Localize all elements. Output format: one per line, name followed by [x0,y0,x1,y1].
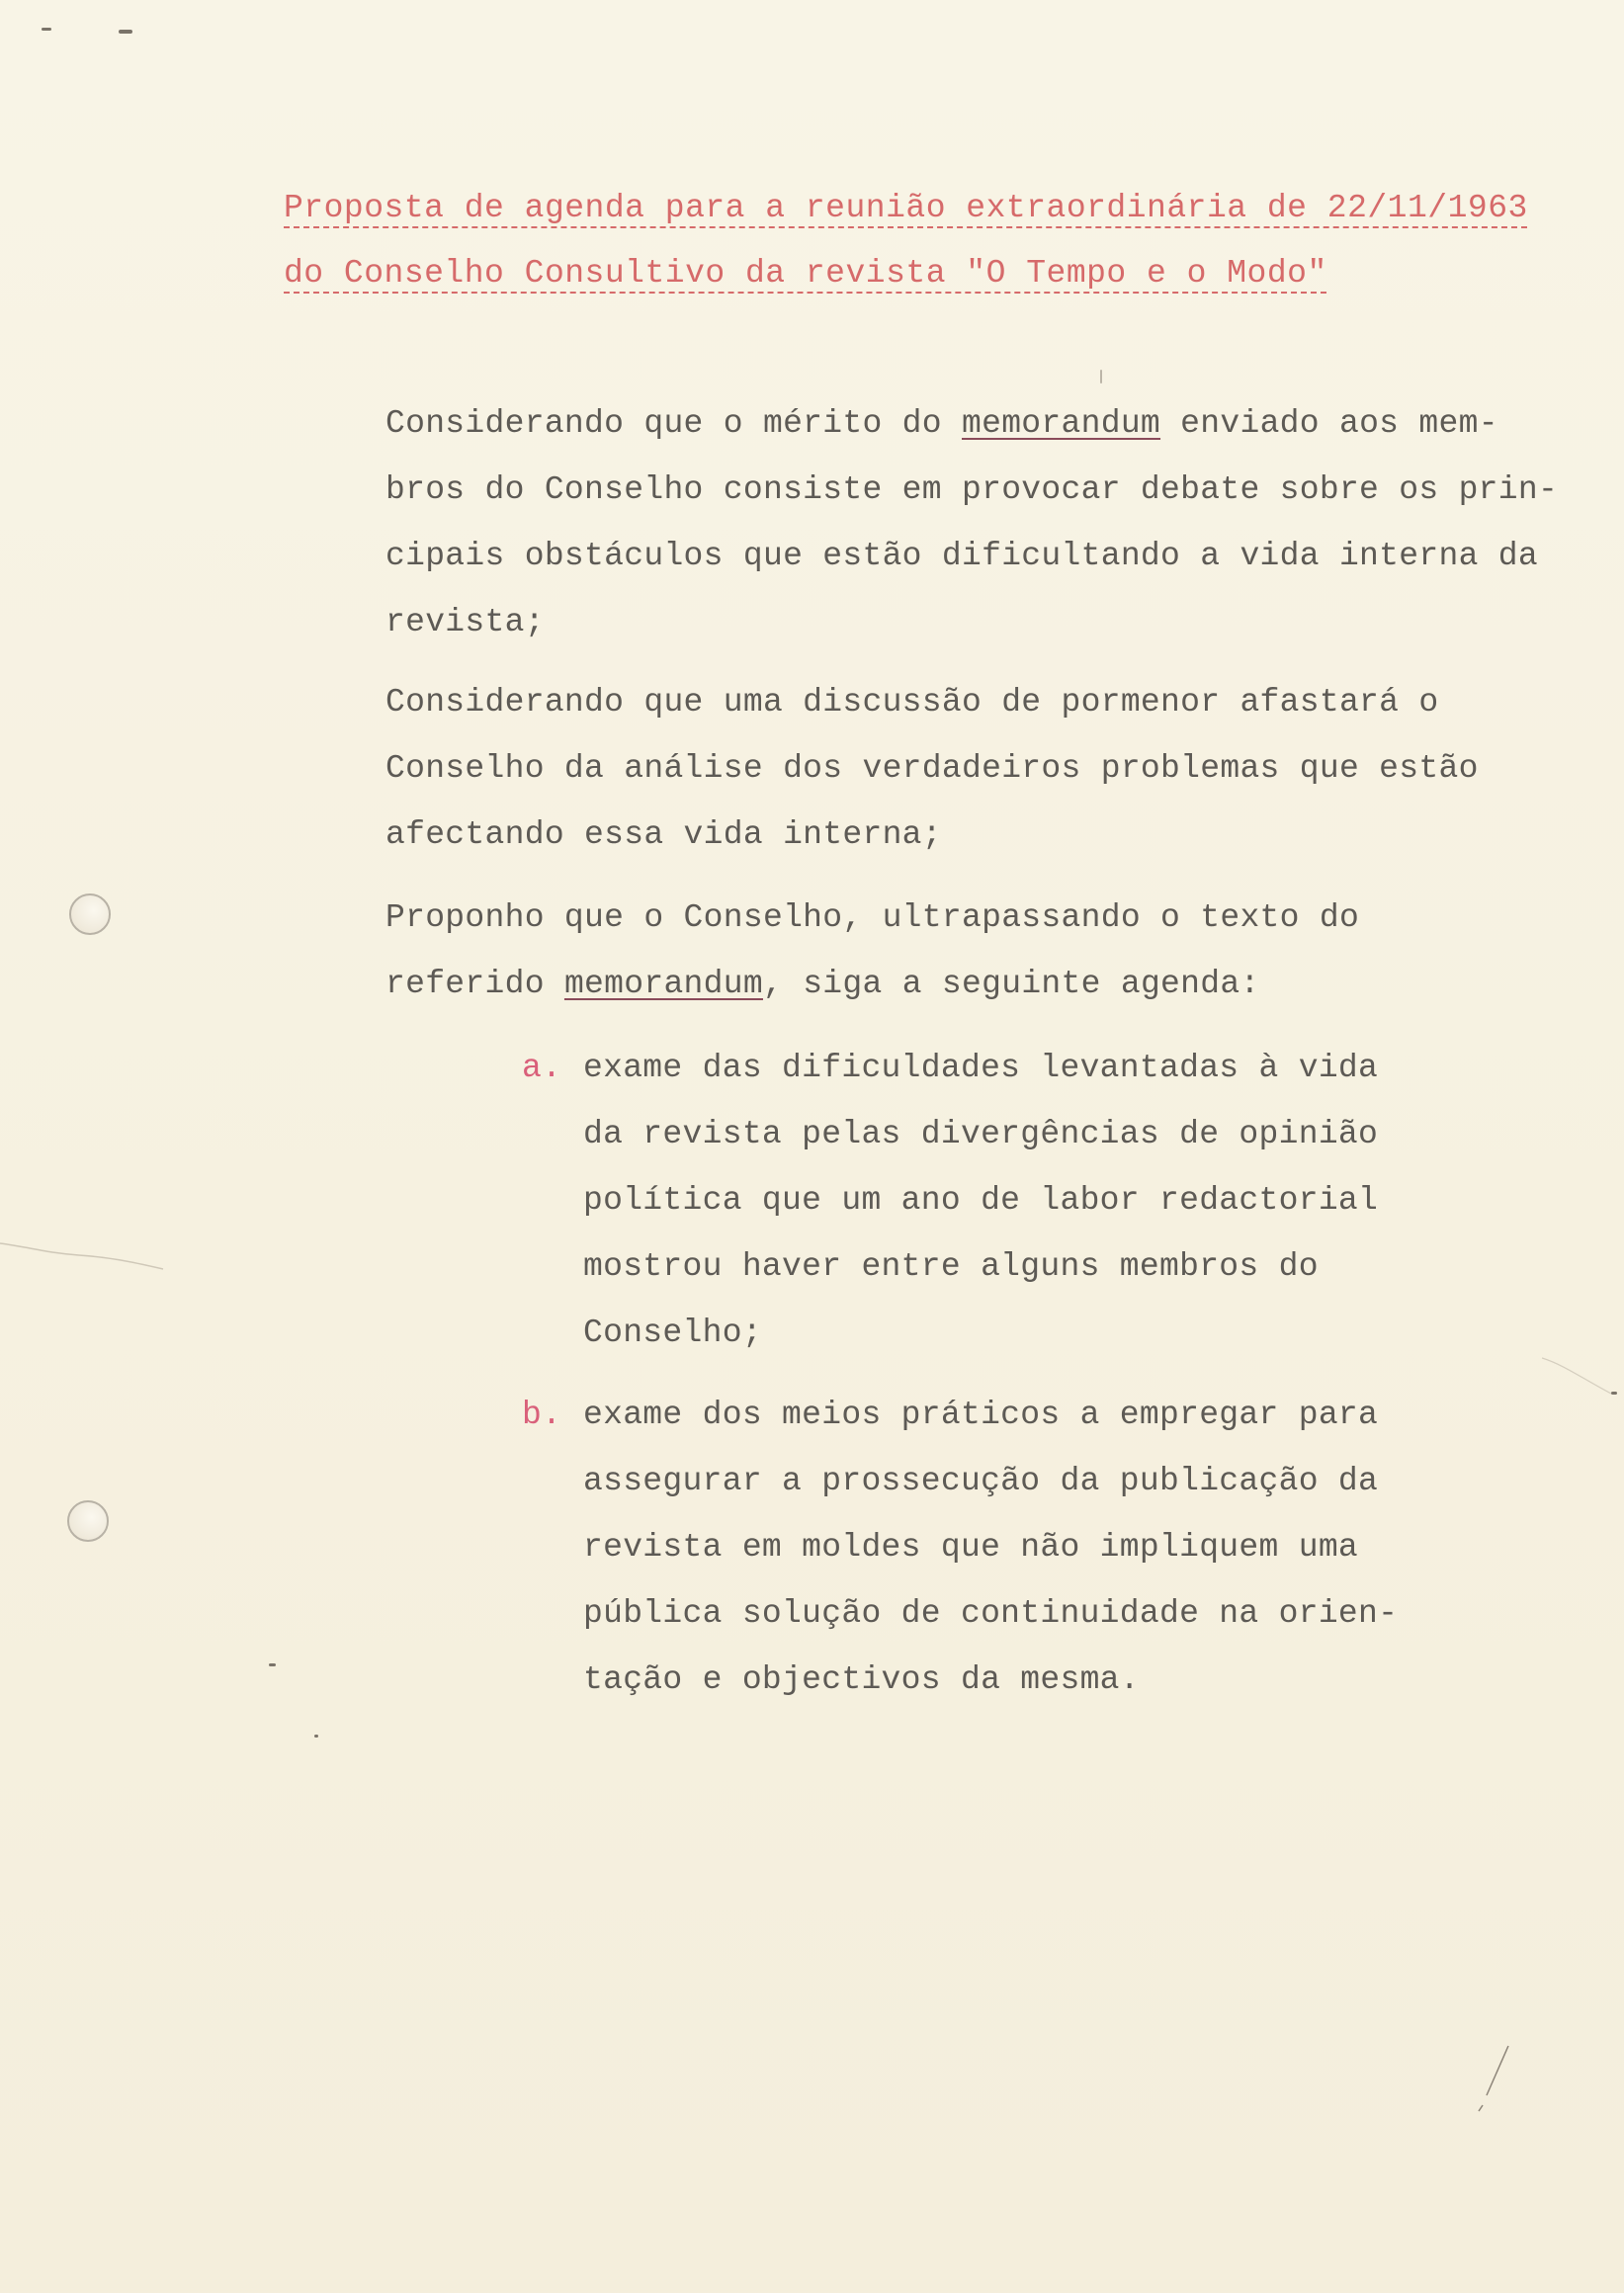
paragraph-proposal [284,885,1534,1017]
ink-speck [1611,1392,1617,1395]
agenda-item-marker: b. [522,1397,562,1433]
agenda-line: da revista pelas divergências de opinião [583,1116,1379,1152]
agenda-item-marker: a. [522,1050,562,1086]
text-fragment: enviado aos mem- [1160,405,1498,442]
document-title-line-2: do Conselho Consultivo da revista "O Tempo e o Modo" [284,255,1327,292]
agenda-line: tação e objectivos da mesma. [583,1661,1140,1698]
paragraph-considering-discussion [284,669,1534,868]
agenda-item-body [583,1382,1398,1713]
agenda-line: exame dos meios práticos a empregar para [583,1397,1379,1433]
agenda-item-body [583,1035,1378,1366]
paragraph-line: bros do Conselho consiste em provocar debate sobre os prin- [385,471,1559,508]
ink-speck [1100,370,1102,383]
punch-hole [69,893,111,935]
paragraph-line: revista; [385,604,545,640]
underlined-term: memorandum [563,966,763,1002]
paragraph-line: Considerando que uma discussão de pormenor afastará o [385,684,1439,721]
text-fragment: Considerando que o mérito do [385,405,962,442]
agenda-line: exame das dificuldades levantadas à vida [583,1050,1379,1086]
paragraph-considering-merit [284,390,1559,655]
punch-hole [67,1500,109,1542]
document-title-line-1: Proposta de agenda para a reunião extraordinária de 22/11/1963 [284,190,1528,226]
agenda-line: revista em moldes que não impliquem uma [583,1529,1359,1566]
paragraph-line: cipais obstáculos que estão dificultando a vida interna da [385,538,1538,574]
ink-speck [42,28,51,31]
agenda-line: pública solução de continuidade na orien- [583,1595,1399,1632]
text-fragment: , siga a seguinte agenda: [762,966,1260,1002]
page-edge-fold [1542,1354,1624,1403]
agenda-line: assegurar a prossecução da publicação da [583,1463,1379,1499]
ink-speck [269,1663,276,1666]
paragraph-line: Proponho que o Conselho, ultrapassando o texto do [385,899,1360,936]
agenda-line: Conselho; [583,1315,762,1351]
paragraph-line: afectando essa vida interna; [385,816,942,853]
ink-speck [314,1735,318,1738]
underlined-term: memorandum [962,405,1161,442]
pen-mark [1473,2044,1512,2113]
paper-crease [0,1235,168,1275]
agenda-line: política que um ano de labor redactorial [583,1182,1379,1219]
text-fragment: referido [385,966,564,1002]
agenda-line: mostrou haver entre alguns membros do [583,1248,1319,1285]
ink-speck [119,30,132,34]
paragraph-line: Conselho da análise dos verdadeiros problemas que estão [385,750,1479,787]
paragraph-line [284,951,1534,1017]
paragraph-line [284,390,1534,457]
